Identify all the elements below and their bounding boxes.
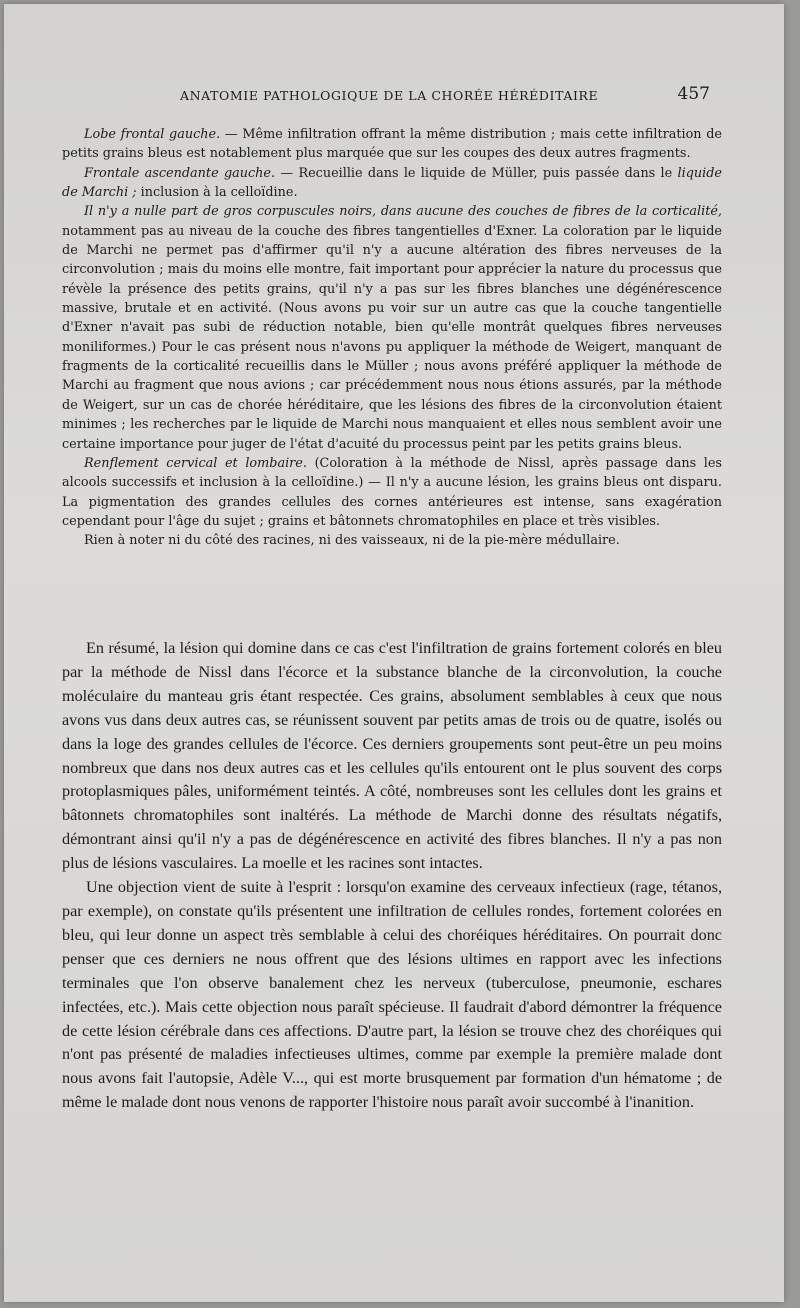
note-paragraph-corpuscules bbox=[62, 202, 722, 453]
note-paragraph-renflement bbox=[62, 454, 722, 531]
note-italic-text: liquide de Marchi ; bbox=[62, 165, 723, 201]
page-header bbox=[64, 84, 724, 108]
note-heading: Lobe frontal gauche. bbox=[84, 127, 221, 142]
book-page bbox=[4, 4, 784, 1302]
note-paragraph-lobe-frontal bbox=[62, 125, 722, 164]
main-text bbox=[62, 637, 722, 1115]
note-paragraph-frontale-ascendante bbox=[62, 164, 722, 203]
note-italic-lead: Il n'y a nulle part de gros corpuscules noirs, dans aucune des couches de fibres de la corticalité, bbox=[84, 204, 722, 220]
running-title: ANATOMIE PATHOLOGIQUE DE LA CHORÉE HÉRÉDITAIRE bbox=[180, 88, 599, 103]
note-text: (Coloration à la méthode de Nissl, après passage dans les alcools successifs et inclusion à la celloïdine.) — Il n'y a aucune lésion, les grains bleus ont disparu. La pigmentation des grandes cellules des cornes antérieures est intense, sans exagération cependant pour l'âge du sujet ; grains et bâtonnets chromatophiles en place et très visibles. bbox=[62, 455, 722, 529]
main-paragraph-objection: Une objection vient de suite à l'esprit : lorsqu'on examine des cerveaux infectieux (rage, tétanos, par exemple), on constate qu'ils présentent une infiltration de cellules rondes, fortement colorées en bleu, qui leur donne un aspect très semblable à celui des choréiques héréditaires. On pourrait donc penser que ces derniers ne nous offrent que des lésions ultimes en rapport avec les infections terminales que l'on observe banalement chez les nerveux (tuberculose, pneumonie, eschares infectées, etc.). Mais cette objection nous paraît spécieuse. Il faudrait d'abord démontrer la fréquence de cette lésion cérébrale dans ces affections. D'autre part, la lésion se trouve chez des choréiques qui n'ont pas présenté de maladies infectieuses ultimes, comme par exemple la première malade dont nous avons fait l'autopsie, Adèle V..., qui est morte brusquement par formation d'un hématome ; de même le malade dont nous venons de rapporter l'histoire nous paraît avoir succombé à l'inanition. bbox=[62, 878, 722, 1112]
note-heading: Renflement cervical et lombaire. bbox=[84, 455, 307, 471]
note-text: — Recueillie dans le liquide de Müller, puis passée dans le bbox=[275, 165, 678, 181]
small-print-notes bbox=[62, 125, 722, 551]
note-text: — Même infiltration offrant la même distribution ; mais cette infiltration de petits grains bleus est notablement plus marquée que sur les coupes des deux autres fragments. bbox=[62, 127, 722, 162]
page-number: 457 bbox=[677, 84, 710, 104]
note-heading: Frontale ascendante gauche. bbox=[84, 165, 276, 181]
note-paragraph-racines bbox=[62, 531, 722, 550]
main-paragraph-resume: En résumé, la lésion qui domine dans ce cas c'est l'infiltration de grains fortement colorés en bleu par la méthode de Nissl dans l'écorce et la substance blanche de la circonvolution, la couche moléculaire du manteau gris étant respectée. Ces grains, absolument semblables à ceux que nous avons vus dans deux autres cas, se réunissent souvent par petits amas de trois ou de quatre, isolés ou dans la loge des grandes cellules de l'écorce. Ces derniers groupements sont peut-être un peu moins nombreux que dans nos deux autres cas et les cellules qu'ils entourent ont le plus souvent des corps protoplasmiques pâles, uniformément teintés. A côté, nombreuses sont les cellules dont les grains et bâtonnets chromatophiles sont inaltérés. La méthode de Marchi donne des résultats négatifs, démontrant ainsi qu'il n'y a pas de dégénérescence en activité des fibres blanches. Il n'y a pas non plus de lésions vasculaires. La moelle et les racines sont intactes. bbox=[62, 639, 722, 873]
note-text: Rien à noter ni du côté des racines, ni des vaisseaux, ni de la pie-mère médullaire. bbox=[84, 533, 620, 549]
note-text: notamment pas au niveau de la couche des fibres tangentielles d'Exner. La coloration par le liquide de Marchi ne permet pas d'affirmer qu'il n'y a aucune altération des fibres nerveuses de la circonvolution ; mais du moins elle montre, fait important pour apprécier la nature du processus que révèle la présence des petits grains, qu'il n'y a pas sur les fibres blanches une dégénérescence massive, brutale et en activité. (Nous avons pu voir sur un autre cas que la couche tangentielle d'Exner n'avait pas subi de réduction notable, bien qu'elle montrât quelques fibres nerveuses moniliformes.) Pour le cas présent nous n'avons pu appliquer la méthode de Weigert, manquant de fragments de la corticalité recueillis dans le Müller ; nous avons préféré appliquer la méthode de Marchi au fragment que nous avions ; car précédemment nous nous étions assurés, par la méthode de Weigert, sur un cas de chorée héréditaire, que les lésions des fibres de la circonvolution étaient minimes ; les recherches par le liquide de Marchi nous manquaient et elles nous semblent avoir une certaine importance pour juger de l'état d'acuité du processus peint par les petits grains bleus. bbox=[62, 223, 722, 452]
note-text: inclusion à la celloïdine. bbox=[136, 185, 298, 201]
